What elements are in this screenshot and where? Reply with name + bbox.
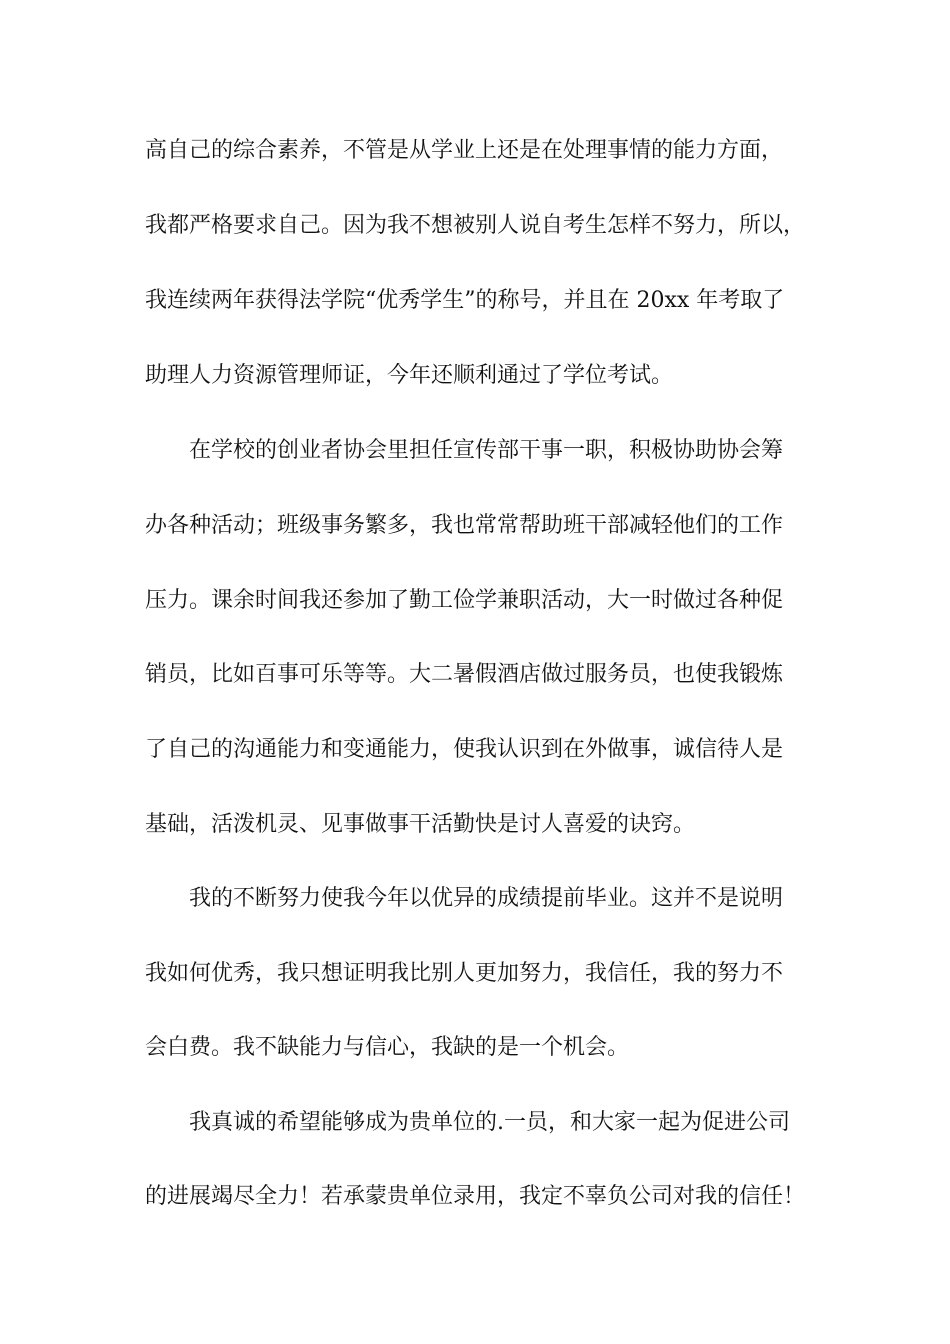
text-line: 了自己的沟通能力和变通能力，使我认识到在外做事，诚信待人是 xyxy=(145,737,784,762)
paragraph-first-line: 在学校的创业者协会里担任宣传部干事一职，积极协助协会筹 xyxy=(189,438,784,463)
text-line: 我如何优秀，我只想证明我比别人更加努力，我信任，我的努力不 xyxy=(145,961,784,986)
text-line: 的进展竭尽全力！若承蒙贵单位录用，我定不辜负公司对我的信任！ xyxy=(145,1184,806,1209)
text-line: 我连续两年获得法学院“优秀学生”的称号，并且在 20xx 年考取了 xyxy=(145,288,785,313)
text-line: 办各种活动；班级事务繁多，我也常常帮助班干部减轻他们的工作 xyxy=(145,513,784,538)
text-line: 我都严格要求自己。因为我不想被别人说自考生怎样不努力，所以， xyxy=(145,213,806,238)
text-line: 会白费。我不缺能力与信心，我缺的是一个机会。 xyxy=(145,1035,630,1060)
text-line: 基础，活泼机灵、见事做事干活勤快是讨人喜爱的诀窍。 xyxy=(145,812,696,837)
text-line: 高自己的综合素养，不管是从学业上还是在处理事情的能力方面， xyxy=(145,138,784,163)
text-line: 销员，比如百事可乐等等。大二暑假酒店做过服务员，也使我锻炼 xyxy=(145,662,784,687)
paragraph-first-line: 我真诚的希望能够成为贵单位的.一员，和大家一起为促进公司 xyxy=(189,1110,790,1135)
paragraph-first-line: 我的不断努力使我今年以优异的成绩提前毕业。这并不是说明 xyxy=(189,886,784,911)
text-line: 压力。课余时间我还参加了勤工俭学兼职活动，大一时做过各种促 xyxy=(145,588,784,613)
text-line: 助理人力资源管理师证，今年还顺利通过了学位考试。 xyxy=(145,363,674,388)
